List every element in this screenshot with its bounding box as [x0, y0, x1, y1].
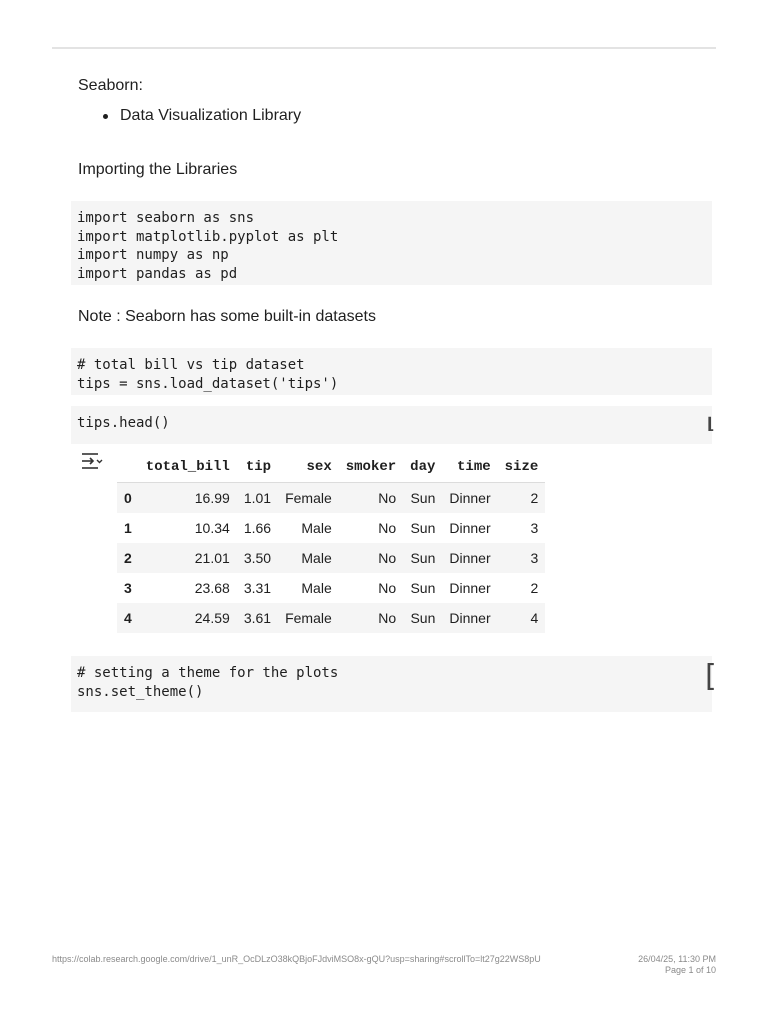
table-cell: 2: [530, 580, 539, 596]
table-cell: Sun: [410, 550, 436, 566]
table-row: [117, 513, 545, 543]
table-header-row: [117, 452, 545, 483]
column-header: smoker: [339, 452, 403, 483]
table-cell: Male: [301, 580, 332, 596]
footer-page-number: Page 1 of 10: [664, 965, 716, 975]
table-cell: Dinner: [449, 580, 491, 596]
table-cell: Male: [301, 520, 332, 536]
table-cell: 3: [530, 520, 539, 536]
column-header: day: [403, 452, 442, 483]
table-cell: 21.01: [194, 550, 230, 566]
table-cell: No: [378, 610, 397, 626]
table-cell: Female: [285, 610, 332, 626]
table-cell: 10.34: [194, 520, 230, 536]
code-line: import seaborn as sns: [77, 210, 255, 226]
code-cell-imports[interactable]: [71, 201, 712, 285]
code-line: # total bill vs tip dataset: [77, 357, 305, 373]
table-cell: 1.66: [243, 520, 272, 536]
code-cell-head[interactable]: [71, 406, 715, 444]
table-cell: 2: [530, 490, 539, 506]
table-cell: Male: [301, 550, 332, 566]
column-header: tip: [237, 452, 278, 483]
importing-heading: Importing the Libraries: [78, 161, 238, 178]
column-header: time: [442, 452, 497, 483]
table-row: [117, 483, 545, 514]
note-text: Note : Seaborn has some built-in datasets: [78, 308, 376, 325]
code-line: tips = sns.load_dataset('tips'): [77, 375, 339, 392]
table-cell: Sun: [410, 520, 436, 536]
table-cell: Dinner: [449, 550, 491, 566]
table-cell: No: [378, 550, 397, 566]
table-cell: 1.01: [243, 490, 272, 506]
table-cell: Dinner: [449, 610, 491, 626]
table-cell: 3: [530, 550, 539, 566]
table-cell: 16.99: [194, 490, 230, 506]
table-cell: 3.61: [243, 610, 272, 626]
table-cell: 4: [530, 610, 539, 626]
code-line: import pandas as pd: [77, 265, 238, 282]
row-index: 0: [124, 490, 132, 506]
table-cell: Dinner: [449, 520, 491, 536]
dataframe-output-table: [117, 452, 545, 633]
output-toggle-icon[interactable]: [80, 452, 104, 470]
row-index: 3: [124, 580, 132, 596]
code-cell-load-dataset[interactable]: [71, 348, 712, 395]
table-cell: Sun: [410, 610, 436, 626]
footer-url: https://colab.research.google.com/drive/1_unR_OcDLzO38kQBjoFJdviMSO8x-gQU?usp=sharing#scrollTo=lt27g22WS8pU: [52, 954, 541, 964]
cell-bracket-icon: [: [705, 659, 717, 694]
table-cell: No: [378, 580, 397, 596]
table-row: [117, 543, 545, 573]
cell-status-icon: ⌊: [707, 414, 715, 433]
row-index: 2: [124, 550, 132, 566]
table-cell: Sun: [410, 580, 436, 596]
table-cell: No: [378, 520, 397, 536]
code-line: # setting a theme for the plots: [77, 665, 339, 681]
code-line: tips.head(): [77, 415, 170, 431]
table-row: [117, 573, 545, 603]
seaborn-heading: Seaborn:: [78, 77, 143, 94]
table-cell: Sun: [410, 490, 436, 506]
seaborn-bullet-list: [100, 106, 301, 126]
code-line: import matplotlib.pyplot as plt: [77, 228, 339, 245]
table-cell: 3.31: [243, 580, 272, 596]
table-cell: 24.59: [194, 610, 230, 626]
code-line: import numpy as np: [77, 247, 229, 263]
footer-meta: [638, 954, 716, 976]
code-line: sns.set_theme(): [77, 683, 204, 700]
column-header: size: [498, 452, 546, 483]
row-index: 1: [124, 520, 132, 536]
table-cell: Female: [285, 490, 332, 506]
table-row: [117, 603, 545, 633]
column-header: total_bill: [139, 452, 237, 483]
table-cell: 3.50: [243, 550, 272, 566]
table-cell: Dinner: [449, 490, 491, 506]
table-cell: 23.68: [194, 580, 230, 596]
column-header: sex: [278, 452, 339, 483]
table-cell: No: [378, 490, 397, 506]
footer-datetime: 26/04/25, 11:30 PM: [638, 954, 716, 964]
page-top-divider: [52, 47, 716, 49]
code-cell-set-theme[interactable]: [71, 656, 712, 712]
bullet-item: Data Visualization Library: [100, 106, 301, 126]
row-index: 4: [124, 610, 132, 626]
column-header: [117, 452, 139, 483]
